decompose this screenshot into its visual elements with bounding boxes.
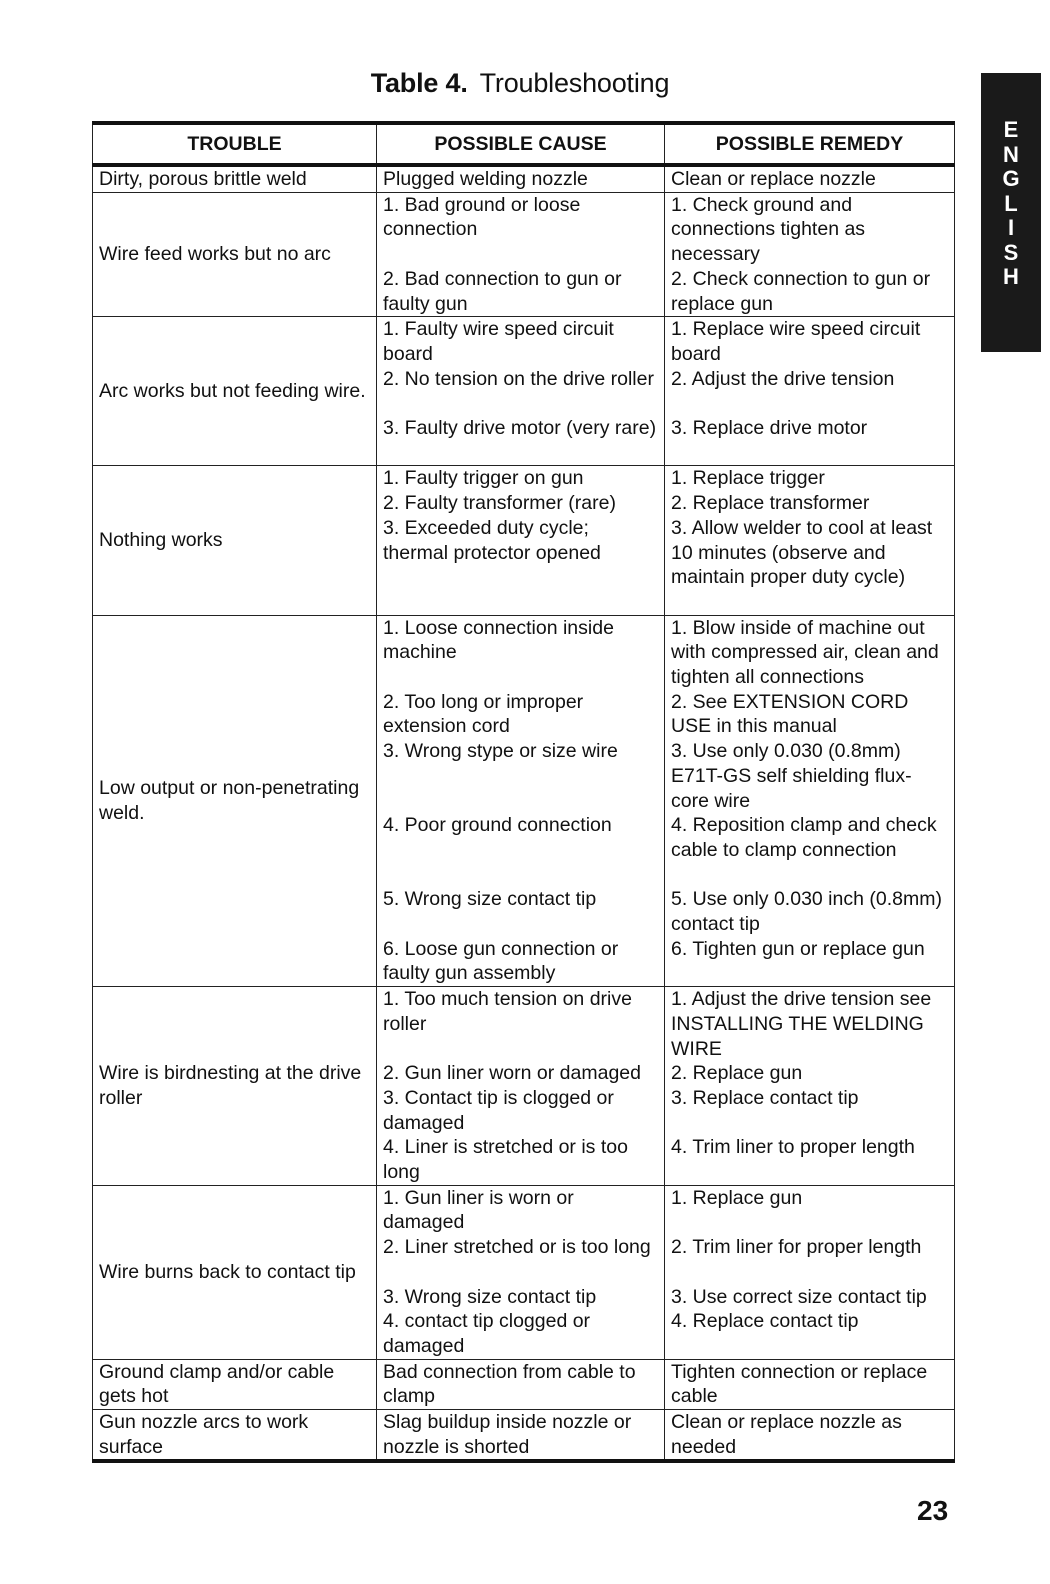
cause-entry: 1. Loose connection inside machine	[383, 616, 614, 664]
tab-letter: N	[1003, 141, 1019, 167]
remedy-entry: 3. Replace contact tip	[671, 1086, 859, 1109]
cause-cell	[377, 1359, 665, 1409]
tab-letter: E	[1003, 117, 1019, 142]
trouble-cell: Dirty, porous brittle weld	[93, 165, 377, 192]
table-number: Table 4.	[370, 68, 468, 98]
table-row	[93, 466, 955, 615]
cause-cell	[377, 466, 665, 615]
cause-entry: 3. Exceeded duty cycle; thermal protector opened	[383, 516, 601, 564]
remedy-entry: 1. Replace gun	[671, 1186, 803, 1209]
remedy-cell	[665, 1359, 955, 1409]
cause-entry: 3. Contact tip is clogged or damaged	[383, 1086, 614, 1134]
remedy-entry: 6. Tighten gun or replace gun	[671, 937, 925, 960]
cause-cell	[377, 615, 665, 987]
table-header-row	[93, 123, 955, 165]
language-tab	[981, 73, 1041, 352]
remedy-entry: 4. Trim liner to proper length	[671, 1136, 915, 1159]
cause-entry: 1. Too much tension on drive roller	[383, 988, 632, 1035]
cause-entry: 2. Bad connection to gun or faulty gun	[383, 267, 622, 315]
remedy-entry: 3. Use only 0.030 (0.8mm) E71T-GS self shielding flux-core wire	[671, 740, 912, 812]
remedy-entry: Clean or replace nozzle as needed	[671, 1411, 902, 1458]
cause-cell	[377, 987, 665, 1186]
cause-entry: 2. Too long or improper extension cord	[383, 690, 584, 738]
tab-letter: H	[1003, 264, 1019, 289]
table-row	[93, 1185, 955, 1359]
remedy-entry: 4. Reposition clamp and check cable to clamp connection	[671, 814, 937, 861]
cause-cell	[377, 317, 665, 466]
troubleshooting-table	[92, 121, 955, 1463]
cause-entry: 2. Gun liner worn or damaged	[383, 1062, 641, 1085]
trouble-cell: Arc works but not feeding wire.	[93, 317, 377, 466]
remedy-entry: 2. Replace gun	[671, 1062, 803, 1085]
cause-cell	[377, 165, 665, 192]
cause-entry: 4. Poor ground connection	[383, 814, 612, 837]
remedy-entry: 2. Check connection to gun or replace gun	[671, 267, 931, 315]
remedy-entry: 1. Check ground and connections tighten as necessary	[671, 193, 866, 266]
cause-entry: 3. Wrong stype or size wire	[383, 740, 618, 763]
cause-entry: 3. Wrong size contact tip	[383, 1285, 597, 1308]
cause-entry: 6. Loose gun connection or faulty gun assembly	[383, 937, 619, 985]
trouble-cell: Low output or non-penetrating weld.	[93, 615, 377, 987]
table-row	[93, 1410, 955, 1462]
remedy-entry: Clean or replace nozzle	[671, 168, 876, 190]
remedy-entry: 1. Blow inside of machine out with compressed air, clean and tighten all connections	[671, 616, 939, 689]
cause-entry: 2. Faulty transformer (rare)	[383, 492, 616, 515]
cause-entry: 1. Bad ground or loose connection	[383, 193, 581, 241]
remedy-entry: 2. Replace transformer	[671, 492, 870, 515]
cause-entry: Slag buildup inside nozzle or nozzle is shorted	[383, 1411, 632, 1458]
remedy-entry: 3. Replace drive motor	[671, 417, 868, 440]
cause-entry: 4. Liner is stretched or is too long	[383, 1136, 628, 1184]
cause-entry: 1. Gun liner is worn or damaged	[383, 1186, 574, 1234]
remedy-entry: 3. Allow welder to cool at least 10 minutes (observe and maintain proper duty cycle)	[671, 516, 933, 589]
tab-letter: L	[1004, 190, 1018, 216]
cause-entry: 1. Faulty trigger on gun	[383, 467, 584, 490]
trouble-cell: Wire is birdnesting at the drive roller	[93, 987, 377, 1186]
header-possible-cause: POSSIBLE CAUSE	[377, 123, 665, 165]
remedy-entry: 2. See EXTENSION CORD USE in this manual	[671, 690, 909, 738]
remedy-cell	[665, 1410, 955, 1462]
cause-entry: 2. Liner stretched or is too long	[383, 1236, 651, 1259]
table-row	[93, 317, 955, 466]
tab-letter: G	[1002, 166, 1020, 191]
remedy-entry: 5. Use only 0.030 inch (0.8mm) contact tip	[671, 888, 942, 936]
remedy-cell	[665, 192, 955, 317]
table-title-text: Troubleshooting	[479, 68, 670, 98]
cause-entry: 5. Wrong size contact tip	[383, 888, 597, 911]
header-trouble: TROUBLE	[93, 123, 377, 165]
tab-letter: I	[1007, 215, 1015, 240]
remedy-entry: 3. Use correct size contact tip	[671, 1285, 927, 1308]
remedy-cell	[665, 317, 955, 466]
remedy-cell	[665, 987, 955, 1186]
cause-cell	[377, 192, 665, 317]
cause-entry: 4. contact tip clogged or damaged	[383, 1310, 591, 1357]
remedy-cell	[665, 1185, 955, 1359]
remedy-entry: 1. Replace trigger	[671, 467, 825, 490]
remedy-entry: 1. Adjust the drive tension see INSTALLING THE WELDING WIRE	[671, 988, 932, 1060]
trouble-cell: Ground clamp and/or cable gets hot	[93, 1359, 377, 1409]
cause-entry: 3. Faulty drive motor (very rare)	[383, 417, 657, 440]
cause-cell	[377, 1410, 665, 1462]
remedy-entry: 4. Replace contact tip	[671, 1310, 859, 1333]
header-possible-remedy: POSSIBLE REMEDY	[665, 123, 955, 165]
cause-entry: 2. No tension on the drive roller	[383, 367, 654, 390]
table-body	[93, 165, 955, 1461]
cause-entry: Plugged welding nozzle	[383, 168, 588, 190]
table-row	[93, 192, 955, 317]
trouble-cell: Wire feed works but no arc	[93, 192, 377, 317]
table-row	[93, 615, 955, 987]
page-number: 23	[917, 1495, 949, 1526]
remedy-cell	[665, 165, 955, 192]
remedy-cell	[665, 615, 955, 987]
cause-entry: Bad connection from cable to clamp	[383, 1360, 636, 1408]
trouble-cell: Gun nozzle arcs to work surface	[93, 1410, 377, 1462]
trouble-cell: Wire burns back to contact tip	[93, 1185, 377, 1359]
tab-letter: S	[1003, 239, 1019, 265]
table-row	[93, 1359, 955, 1409]
remedy-entry: Tighten connection or replace cable	[671, 1360, 928, 1408]
remedy-entry: 2. Trim liner for proper length	[671, 1236, 922, 1259]
cause-cell	[377, 1185, 665, 1359]
cause-entry: 1. Faulty wire speed circuit board	[383, 318, 614, 365]
table-row	[93, 987, 955, 1186]
trouble-cell: Nothing works	[93, 466, 377, 615]
table-row	[93, 165, 955, 192]
remedy-entry: 2. Adjust the drive tension	[671, 367, 895, 390]
table-title	[0, 68, 1040, 99]
remedy-entry: 1. Replace wire speed circuit board	[671, 318, 921, 365]
remedy-cell	[665, 466, 955, 615]
